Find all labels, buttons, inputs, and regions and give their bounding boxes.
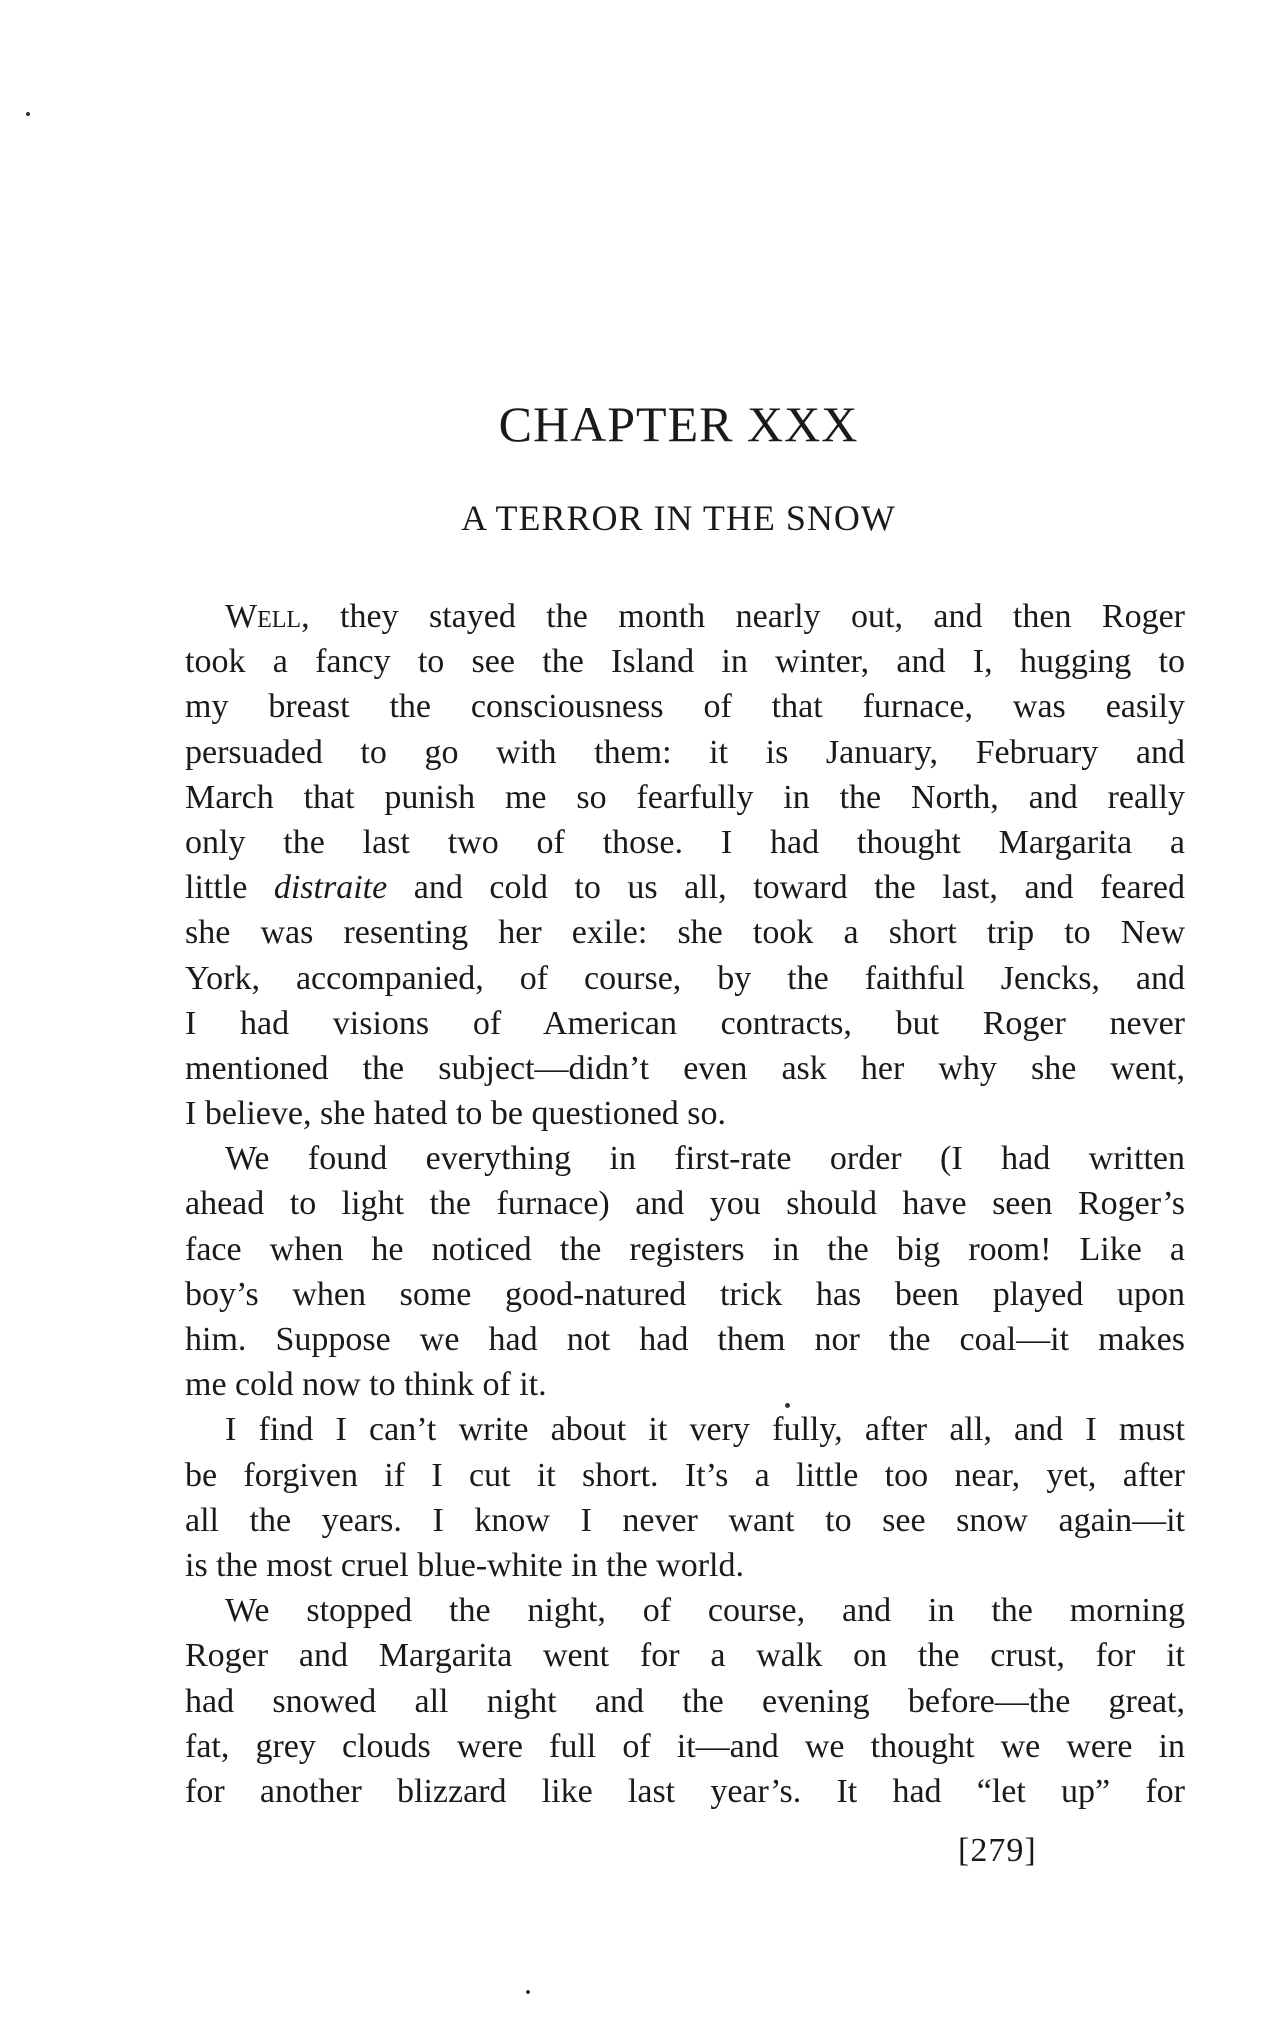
text-line: fat, grey clouds were full of it—and we thought we were in [185,1727,1185,1765]
chapter-number: CHAPTER XXX [498,396,859,452]
text-line: Roger and Margarita went for a walk on the crust, for it [185,1637,1185,1675]
text-line: is the most cruel blue-white in the world. [185,1546,744,1584]
text-line: she was resenting her exile: she took a short trip to New [185,914,1185,952]
text-line: I find I can’t write about it very fully, after all, and I must [225,1411,1185,1449]
text-line: Well, they stayed the month nearly out, and then Roger [225,598,1185,635]
text-line: boy’s when some good-natured trick has been played upon [185,1275,1185,1313]
ink-speck [26,112,30,116]
text-line: mentioned the subject—didn’t even ask her why she went, [185,1049,1185,1087]
text-line: little distraite and cold to us all, toward the last, and feared [185,869,1185,907]
text-line: me cold now to think of it. [185,1366,547,1404]
text-line: March that punish me so fearfully in the North, and really [185,778,1185,816]
text-line: took a fancy to see the Island in winter, and I, hugging to [185,643,1185,681]
text-line: York, accompanied, of course, by the faithful Jencks, and [185,959,1185,997]
text-line: all the years. I know I never want to see snow again—it [185,1501,1185,1539]
page-number: [279] [958,1832,1037,1869]
text-line: my breast the consciousness of that furnace, was easily [185,688,1185,726]
text-line: ahead to light the furnace) and you should have seen Roger’s [185,1185,1185,1223]
text-line: We found everything in first-rate order (I had written [225,1140,1185,1178]
text-line: I believe, she hated to be questioned so. [185,1095,727,1133]
text-line: for another blizzard like last year’s. It had “let up” for [185,1772,1185,1810]
drop-word: Well, [225,598,310,635]
text-line: be forgiven if I cut it short. It’s a little too near, yet, after [185,1456,1185,1494]
text-line: had snowed all night and the evening before—the great, [185,1682,1185,1720]
text-line: persuaded to go with them: it is January, February and [185,733,1185,771]
text-line: face when he noticed the registers in the big room! Like a [185,1230,1185,1268]
text-line: I had visions of American contracts, but Roger never [185,1004,1185,1042]
chapter-title: A TERROR IN THE SNOW [461,498,896,538]
body-text [185,594,1185,1814]
ink-speck [526,1990,530,1994]
italic-word: distraite [273,869,388,907]
text-line: only the last two of those. I had thought Margarita a [185,823,1185,861]
text-line: We stopped the night, of course, and in the morning [225,1592,1185,1630]
text-line: him. Suppose we had not had them nor the coal—it makes [185,1321,1185,1358]
